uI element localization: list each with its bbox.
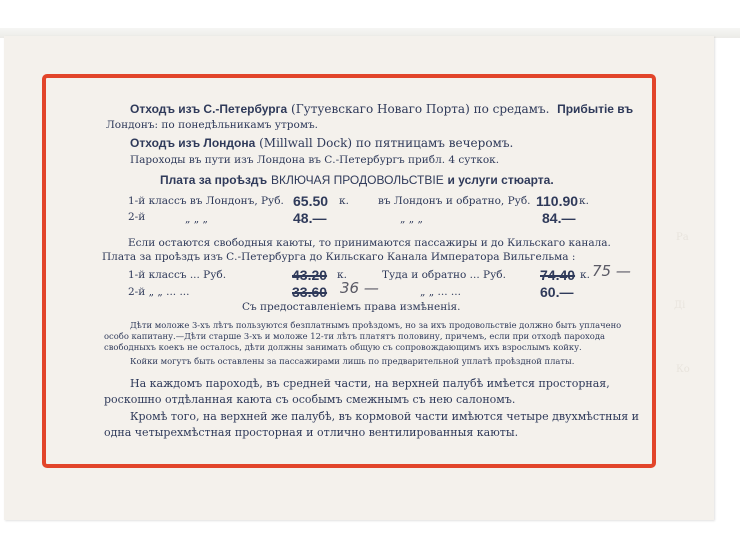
london-second-ditto: „ „ „ <box>185 213 208 225</box>
london-return-label: въ Лондонъ и обратно, Руб. <box>378 195 531 207</box>
depart-spb: Отходъ изъ С.-Петербурга <box>130 102 288 116</box>
kiel-first-return-price: 74.40 <box>540 267 576 283</box>
bleed-through-text: Ра <box>676 232 689 243</box>
kiel-first-currency: к. <box>337 269 347 281</box>
london-first-return-price: 110.90 <box>536 193 579 209</box>
kiel-second-price: 33.60 <box>292 284 328 300</box>
depart-spb-detail: (Гутуевскаго Новаго Порта) по средамъ. <box>291 102 550 116</box>
kiel-second-return-dots: „ „ ... ... <box>420 286 461 298</box>
schedule-line-2 <box>130 137 513 149</box>
children-note-line-1: Дѣти моложе 3-хъ лѣтъ пользуются безплатнымъ проѣздомъ, но за ихъ продовольствіе должно быть уплачено <box>130 320 622 330</box>
children-note-line-3: свободныхъ коекъ не осталось, дѣти должны занимать общую съ сопровождающимъ ихъ взрослымъ койку. <box>104 342 582 352</box>
kiel-first-label: 1-й классъ ... Руб. <box>128 269 227 281</box>
arrival-london: Прибытіе въ <box>557 102 634 116</box>
kiel-first-return-suffix: к. <box>580 269 590 281</box>
london-second-return-price: 84.— <box>542 210 576 226</box>
handwritten-correction-36: 36 — <box>340 279 379 297</box>
arrival-london-detail: Лондонъ: по понедѣльникамъ утромъ. <box>106 119 319 131</box>
schedule-line-1 <box>130 103 633 115</box>
london-first-label: 1-й классъ въ Лондонъ, Руб. <box>128 195 284 207</box>
london-second-price: 48.— <box>293 210 327 226</box>
features-p1-line-2: роскошно отдѣланная каюта съ особымъ смежнымъ съ нею салономъ. <box>104 393 516 406</box>
fare-heading-prefix: Плата за проѣздъ <box>160 173 268 187</box>
kiel-return-label: Туда и обратно ... Руб. <box>382 269 506 281</box>
children-note-line-2: особо капитану.—Дѣти старше 3-хъ и моложе 12-ти лѣтъ платятъ половину, причемъ, если при отходѣ парохода <box>104 331 605 341</box>
kiel-second-label: 2-й „ „ ... ... <box>128 286 190 298</box>
kiel-second-return-price: 60.— <box>540 284 574 300</box>
fare-heading-highlight: ВКЛЮЧАЯ ПРОДОВОЛЬСТВІЕ <box>270 173 444 187</box>
features-p2-line-1: Кромѣ того, на верхней же палубѣ, въ кормовой части имѣются четыре двухмѣстныя и <box>130 410 640 423</box>
kiel-heading-text: Плата за проѣздъ изъ С.-Петербурга до Кильскаго Канала Императора Вильгельма : <box>102 251 576 263</box>
london-first-return-suffix: к. <box>579 195 589 207</box>
bleed-through-text: Ді <box>674 300 686 311</box>
features-p1-line-1: На каждомъ пароходѣ, въ средней части, на верхней палубѣ имѣется просторная, <box>130 377 610 390</box>
bleed-through-text: Ко <box>676 364 690 375</box>
kiel-heading <box>102 252 575 263</box>
reservation-note: Съ предоставленіемъ права измѣненія. <box>242 301 461 313</box>
london-second-label: 2-й <box>128 211 146 223</box>
fare-heading <box>160 174 554 186</box>
transit-time: Пароходы въ пути изъ Лондона въ С.-Петербургъ прибл. 4 суткок. <box>130 154 500 166</box>
fare-heading-suffix: и услуги стюарта. <box>447 173 554 187</box>
kiel-first-price: 43.20 <box>292 267 328 283</box>
depart-london-detail: (Millwall Dock) по пятницамъ вечеромъ. <box>259 136 514 150</box>
depart-london: Отходъ изъ Лондона <box>130 136 256 150</box>
features-p2-line-2: одна четырехмѣстная просторная и отлично вентилированныя каюты. <box>104 426 519 439</box>
children-note-line-4: Койки могутъ быть оставлены за пассажирами лишь по предварительной уплатѣ проѣздной платы. <box>130 356 575 366</box>
london-first-price: 65.50 <box>293 193 329 209</box>
london-second-return-ditto: „ „ „ <box>400 213 423 225</box>
london-first-currency: к. <box>339 195 349 207</box>
kiel-note: Если остаются свободныя каюты, то принимаются пассажиры и до Кильскаго канала. <box>128 237 611 249</box>
handwritten-correction-75: 75 — <box>592 262 631 280</box>
